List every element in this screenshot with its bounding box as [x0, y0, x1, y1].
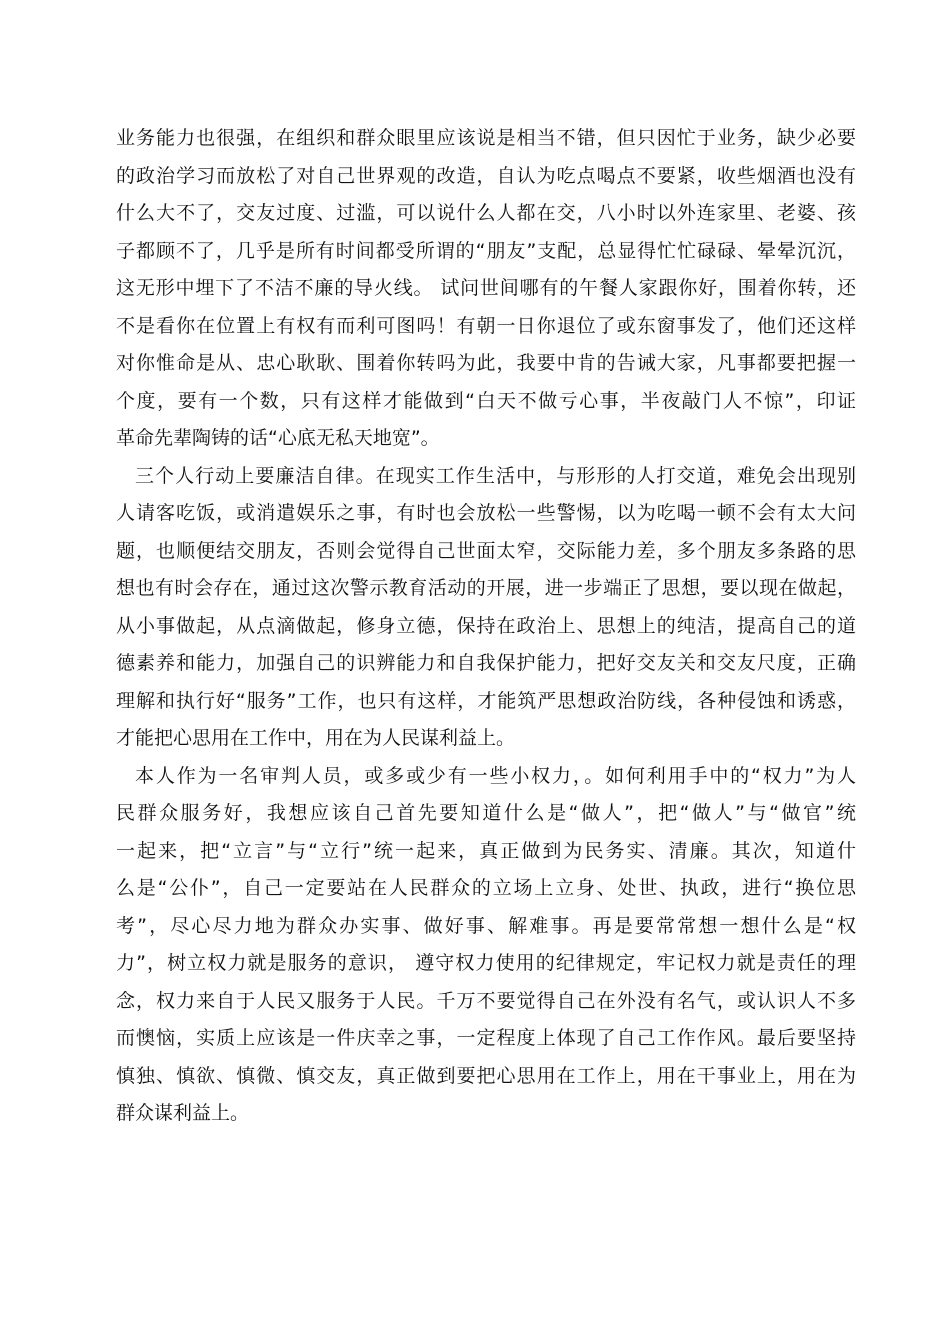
text-line: 想也有时会存在，通过这次警示教育活动的开展，进一步端正了思想，要以现在做起，	[116, 577, 856, 599]
text-line: 的政治学习而放松了对自己世界观的改造，自认为吃点喝点不要紧，收些烟酒也没有	[116, 164, 856, 187]
text-line: 一起来，把“立言”与“立行”统一起来，真正做到为民务实、清廉。其次，知道什	[116, 839, 856, 862]
text-line: 慎独、慎欲、慎微、慎交友，真正做到要把心思用在工作上，用在干事业上，用在为	[116, 1064, 856, 1087]
text-line: 德素养和能力，加强自己的识辨能力和自我保护能力，把好交友关和交友尺度，正确	[116, 652, 856, 674]
text-line: 人请客吃饭，或消遣娱乐之事，有时也会放松一些警惕，以为吃喝一顿不会有太大问	[116, 502, 856, 524]
text-line: 力”，树立权力就是服务的意识， 遵守权力使用的纪律规定，牢记权力就是责任的理	[116, 952, 856, 974]
text-line: 这无形中埋下了不洁不廉的导火线。 试问世间哪有的午餐人家跟你好，围着你转，还	[116, 277, 856, 299]
text-line: 才能把心思用在工作中，用在为人民谋利益上。	[116, 727, 516, 749]
text-line: 本人作为一名审判人员，或多或少有一些小权力，。如何利用手中的“权力”为人	[135, 764, 856, 787]
text-line: 考”，尽心尽力地为群众办实事、做好事、解难事。再是要常常想一想什么是“权	[116, 914, 856, 937]
paragraph	[116, 458, 856, 758]
paragraph	[116, 758, 856, 1133]
text-line: 题，也顺便结交朋友，否则会觉得自己世面太窄，交际能力差，多个朋友多条路的思	[116, 539, 856, 562]
text-line: 么是“公仆”，自己一定要站在人民群众的立场上立身、处世、执政，进行“换位思	[116, 877, 856, 899]
text-line: 三个人行动上要廉洁自律。在现实工作生活中，与形形的人打交道，难免会出现别	[135, 464, 856, 487]
text-line: 而懊恼，实质上应该是一件庆幸之事，一定程度上体现了自己工作作风。最后要坚持	[116, 1027, 856, 1049]
text-line: 民群众服务好，我想应该自己首先要知道什么是“做人”，把“做人”与“做官”统	[116, 802, 856, 824]
text-line: 理解和执行好“服务”工作，也只有这样，才能筑严思想政治防线，各种侵蚀和诱惑，	[116, 689, 856, 712]
text-line: 不是看你在位置上有权有而利可图吗！有朝一日你退位了或东窗事发了，他们还这样	[116, 314, 856, 337]
text-line: 业务能力也很强，在组织和群众眼里应该说是相当不错，但只因忙于业务，缺少必要	[116, 127, 856, 149]
document-body	[116, 120, 856, 1133]
text-line: 念，权力来自于人民又服务于人民。千万不要觉得自己在外没有名气，或认识人不多	[116, 989, 856, 1012]
text-line: 个度，要有一个数，只有这样才能做到“白天不做亏心事，半夜敲门人不惊”，印证	[116, 389, 856, 412]
text-line: 什么大不了，交友过度、过滥，可以说什么人都在交，八小时以外连家里、老婆、孩	[116, 202, 856, 224]
text-line: 子都顾不了，几乎是所有时间都受所谓的“朋友”支配，总显得忙忙碌碌、晕晕沉沉，	[116, 239, 856, 262]
paragraph	[116, 120, 856, 458]
text-line: 群众谋利益上。	[116, 1102, 250, 1124]
text-line: 革命先辈陶铸的话“心底无私天地宽”。	[116, 427, 440, 449]
text-line: 对你惟命是从、忠心耿耿、围着你转吗为此，我要中肯的告诫大家，凡事都要把握一	[116, 352, 856, 374]
text-line: 从小事做起，从点滴做起，修身立德，保持在政治上、思想上的纯洁，提高自己的道	[116, 614, 856, 637]
